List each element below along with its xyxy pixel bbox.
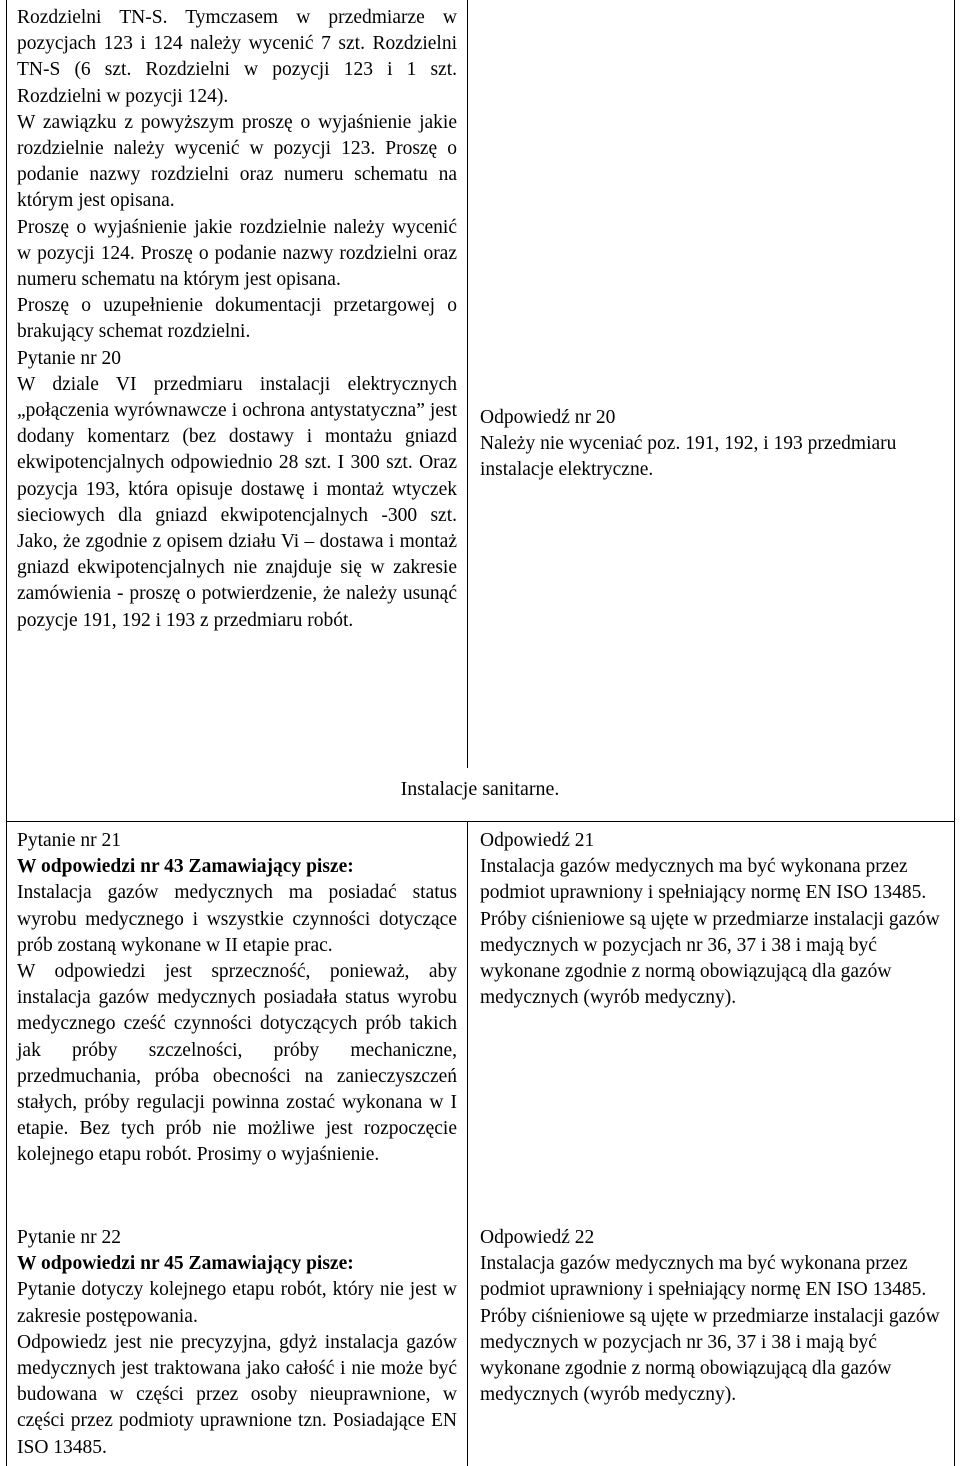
question-20-heading: Pytanie nr 20: [17, 347, 121, 369]
answer-21-cell: [480, 828, 945, 1011]
table1-right-border: [954, 0, 955, 822]
question-21-subheading: W odpowiedzi nr 43 Zamawiający pisze:: [17, 856, 354, 878]
question-22-cell: [17, 1225, 457, 1461]
answer-22-body: Instalacja gazów medycznych ma być wykonana przez podmiot uprawniony i spełniający normę EN ISO 13485. Próby ciśnieniowe są ujęte w przedmiarze instalacji gazów medycznych w pozycjach nr 36, 37 i 38 i mają być wykonane zgodnie z normą obowiązującą dla gazów medycznych (wyrób medyczny).: [480, 1253, 940, 1406]
section1-left-cell: [17, 5, 457, 634]
question-20-body: W dziale VI przedmiaru instalacji elektrycznych „połączenia wyrównawcze i ochrona antystatyczna” jest dodany komentarz (bez dostawy i montażu gniazd ekwipotencjalnych odpowiednio 28 szt. I 300 szt. Oraz pozycja 193, która opisuje dostawę i montaż wtyczek sieciowych dla gniazd ekwipotencjalnych -300 szt. Jako, że zgodnie z opisem działu Vi – dostawa i montaż gniazd ekwipotencjalnych nie znajduje się w zakresie zamówienia - proszę o potwierdzenie, że należy usunąć pozycje 191, 192 i 193 z przedmiaru robót.: [17, 373, 457, 631]
answer-22-heading: Odpowiedź 22: [480, 1227, 595, 1248]
question-22-paragraph: Pytanie dotyczy kolejnego etapu robót, który nie jest w zakresie postępowania.: [17, 1279, 457, 1327]
paragraph-brakujacy-schemat: Proszę o uzupełnienie dokumentacji przetargowej o brakujący schemat rozdzielni.: [17, 295, 457, 343]
answer-21-body: Instalacja gazów medycznych ma być wykonana przez podmiot uprawniony i spełniający normę EN ISO 13485. Próby ciśnieniowe są ujęte w przedmiarze instalacji gazów medycznych w pozycjach nr 36, 37 i 38 i mają być wykonane zgodnie z normą obowiązującą dla gazów medycznych (wyrób medyczny).: [480, 856, 940, 1009]
paragraph-pozycja-123: W zawiązku z powyższym proszę o wyjaśnienie jakie rozdzielnie należy wycenić w pozycji 123. Proszę o podanie nazwy rozdzielni oraz numeru schematu na którym jest opisana.: [17, 111, 457, 212]
table1-bottom-border: [6, 821, 955, 822]
question-21-paragraph: W odpowiedzi jest sprzeczność, ponieważ, aby instalacja gazów medycznych posiadała status wyrobu medycznego cześć czynności dotyczących prób takich jak próby szczelności, próby mechaniczne, przedmuchania, próba obecności na zanieczyszczeń stałych, próby regulacji powinna zostać wykonana w I etapie. Bez tych prób nie możliwe jest rozpoczęcie kolejnego etapu robót. Prosimy o wyjaśnienie.: [17, 961, 457, 1166]
question-22-paragraph: Odpowiedz jest nie precyzyjna, gdyż instalacja gazów medycznych jest traktowana jako całość i nie może być budowana w części przez osoby nieuprawnione, w części przez podmioty uprawnione tzn. Posiadające EN ISO 13485.: [17, 1331, 457, 1458]
table2-right-border: [954, 822, 955, 1466]
question-21-cell: [17, 828, 457, 1169]
answer-20-heading: Odpowiedź nr 20: [480, 407, 616, 428]
answer-20-cell: [480, 405, 910, 484]
table1-mid-border: [467, 0, 468, 768]
section-heading-instalacje-sanitarne: Instalacje sanitarne.: [400, 778, 560, 800]
question-22-heading: Pytanie nr 22: [17, 1227, 121, 1248]
question-22-subheading: W odpowiedzi nr 45 Zamawiający pisze:: [17, 1253, 354, 1275]
table1-left-border: [6, 0, 7, 822]
table2-mid-border: [467, 822, 468, 1466]
paragraph-rozdzielni: Rozdzielni TN-S. Tymczasem w przedmiarze w pozycjach 123 i 124 należy wycenić 7 szt. Rozdzielni TN-S (6 szt. Rozdzielni w pozycji 123 i 1 szt. Rozdzielni w pozycji 124).: [17, 7, 457, 107]
table2-left-border: [6, 822, 7, 1466]
question-21-paragraph: Instalacja gazów medycznych ma posiadać status wyrobu medycznego i wszystkie czynności dotyczące prób zostaną wykonane w II etapie prac.: [17, 882, 457, 956]
answer-21-heading: Odpowiedź 21: [480, 830, 595, 851]
paragraph-pozycja-124: Proszę o wyjaśnienie jakie rozdzielnie należy wycenić w pozycji 124. Proszę o podanie nazwy rozdzielni oraz numeru schematu na którym jest opisana.: [17, 216, 457, 291]
answer-22-cell: [480, 1225, 945, 1408]
answer-20-body: Należy nie wyceniać poz. 191, 192, i 193 przedmiaru instalacje elektryczne.: [480, 433, 897, 481]
question-21-heading: Pytanie nr 21: [17, 830, 121, 851]
